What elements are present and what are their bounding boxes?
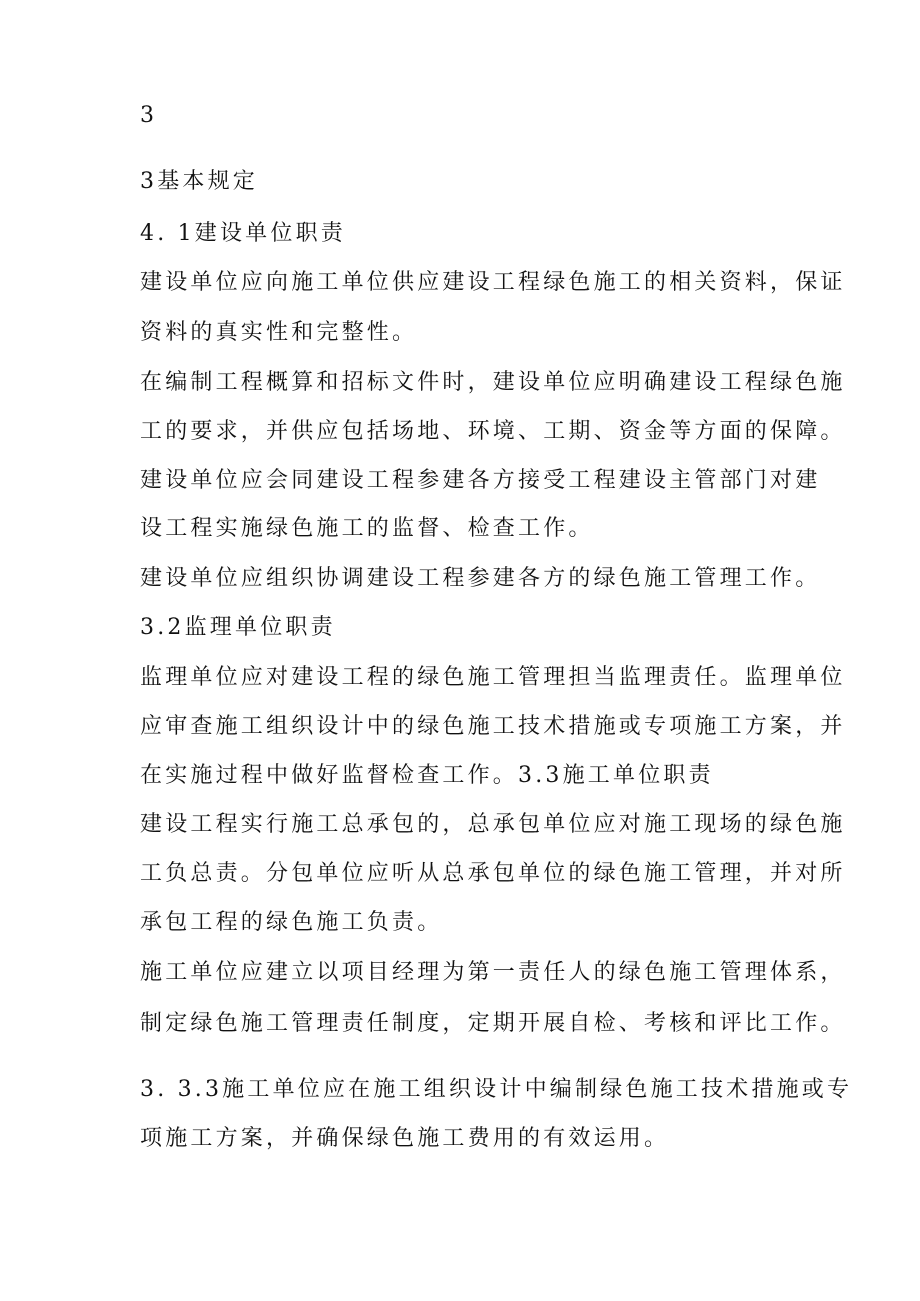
text-line: 3. 3.3施工单位应在施工组织设计中编制绿色施工技术措施或专 — [140, 1077, 853, 1102]
text-line: 应审查施工组织设计中的绿色施工技术措施或专项施工方案，并 — [140, 714, 846, 739]
text-line: 工的要求，并供应包括场地、环境、工期、资金等方面的保障。 — [140, 419, 846, 444]
text-line: 承包工程的绿色施工负责。 — [140, 910, 443, 935]
text-line: 建设单位应组织协调建设工程参建各方的绿色施工管理工作。 — [140, 566, 821, 591]
subsection-heading: 4. 1建设单位职责 — [140, 221, 346, 246]
text-line: 工负总责。分包单位应听从总承包单位的绿色施工管理，并对所 — [140, 861, 846, 886]
text-line: 建设单位应向施工单位供应建设工程绿色施工的相关资料，保证 — [140, 270, 846, 295]
text-line: 在实施过程中做好监督检查工作。3.3施工单位职责 — [140, 763, 714, 788]
text-line: 项施工方案，并确保绿色施工费用的有效运用。 — [140, 1126, 670, 1151]
text-line: 在编制工程概算和招标文件时，建设单位应明确建设工程绿色施 — [140, 370, 846, 395]
text-line: 设工程实施绿色施工的监督、检查工作。 — [140, 516, 594, 541]
text-line: 建设工程实行施工总承包的，总承包单位应对施工现场的绿色施 — [140, 812, 846, 837]
section-heading: 3基本规定 — [140, 169, 258, 194]
page-number: 3 — [140, 103, 158, 128]
text-line: 建设单位应会同建设工程参建各方接受工程建设主管部门对建 — [140, 468, 821, 493]
text-line: 监理单位应对建设工程的绿色施工管理担当监理责任。监理单位 — [140, 665, 846, 690]
text-line: 制定绿色施工管理责任制度，定期开展自检、考核和评比工作。 — [140, 1011, 846, 1036]
text-line: 施工单位应建立以项目经理为第一责任人的绿色施工管理体系， — [140, 960, 846, 985]
text-line: 资料的真实性和完整性。 — [140, 320, 418, 345]
subsection-heading: 3.2监理单位职责 — [140, 615, 336, 640]
